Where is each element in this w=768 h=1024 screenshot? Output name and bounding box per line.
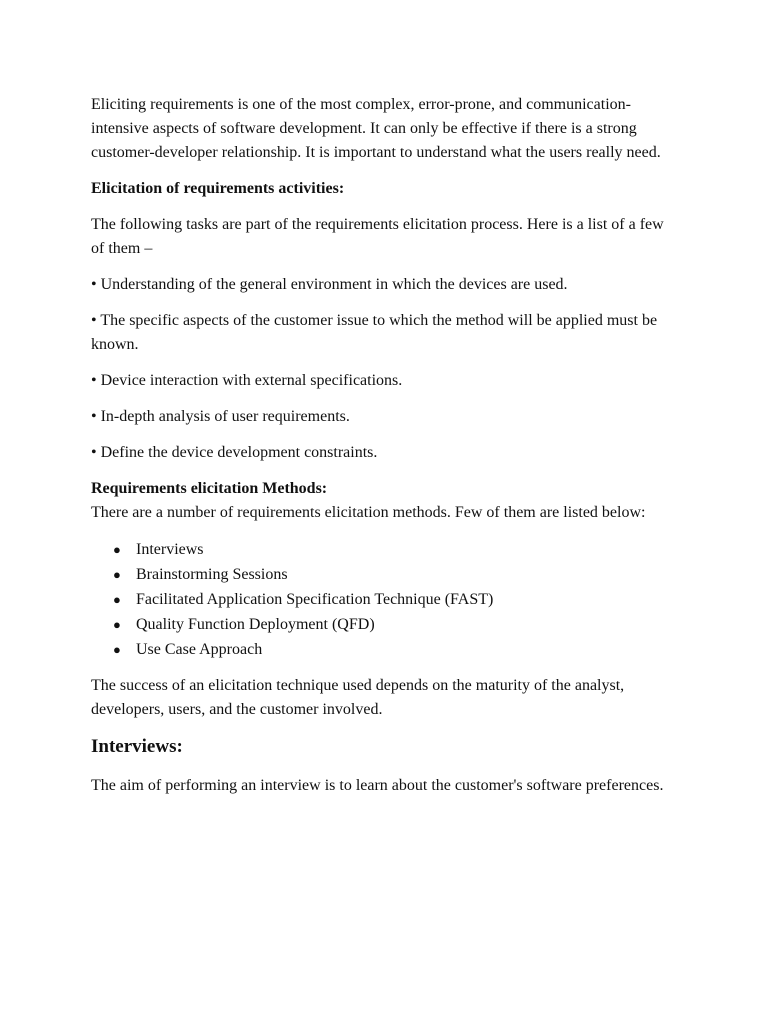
methods-list-item	[113, 587, 681, 612]
methods-list-item	[113, 537, 681, 562]
activity-item: • The specific aspects of the customer issue to which the method will be applied must be known.	[91, 312, 658, 353]
activities-heading: Elicitation of requirements activities:	[91, 180, 345, 197]
methods-intro: There are a number of requirements elicitation methods. Few of them are listed below:	[91, 504, 646, 521]
interviews-paragraph: The aim of performing an interview is to learn about the customer's software preferences.	[91, 777, 664, 794]
methods-list-item	[113, 562, 681, 587]
method-label: Interviews	[136, 541, 204, 558]
interviews-heading: Interviews:	[91, 736, 183, 757]
method-label: Facilitated Application Specification Technique (FAST)	[136, 591, 494, 608]
bullet-icon: ●	[113, 567, 121, 582]
method-label: Use Case Approach	[136, 641, 263, 658]
methods-list-item	[113, 637, 681, 662]
activity-item: • Define the device development constraints.	[91, 444, 378, 461]
methods-list	[91, 537, 681, 662]
activities-intro: The following tasks are part of the requirements elicitation process. Here is a list of a few of them –	[91, 216, 664, 257]
method-label: Quality Function Deployment (QFD)	[136, 616, 375, 633]
bullet-icon: ●	[113, 617, 121, 632]
method-label: Brainstorming Sessions	[136, 566, 288, 583]
document-page	[91, 93, 681, 810]
intro-paragraph: Eliciting requirements is one of the most complex, error-prone, and communication-intensive aspects of software development. It can only be effective if there is a strong customer-developer relationship. It is important to understand what the users really need.	[91, 96, 661, 161]
activity-item: • Device interaction with external specifications.	[91, 372, 403, 389]
methods-heading: Requirements elicitation Methods:	[91, 480, 328, 497]
activity-item: • In-depth analysis of user requirements.	[91, 408, 350, 425]
success-paragraph: The success of an elicitation technique used depends on the maturity of the analyst, developers, users, and the customer involved.	[91, 677, 625, 718]
methods-list-item	[113, 612, 681, 637]
activity-item: • Understanding of the general environment in which the devices are used.	[91, 276, 568, 293]
bullet-icon: ●	[113, 592, 121, 607]
bullet-icon: ●	[113, 642, 121, 657]
bullet-icon: ●	[113, 542, 121, 557]
